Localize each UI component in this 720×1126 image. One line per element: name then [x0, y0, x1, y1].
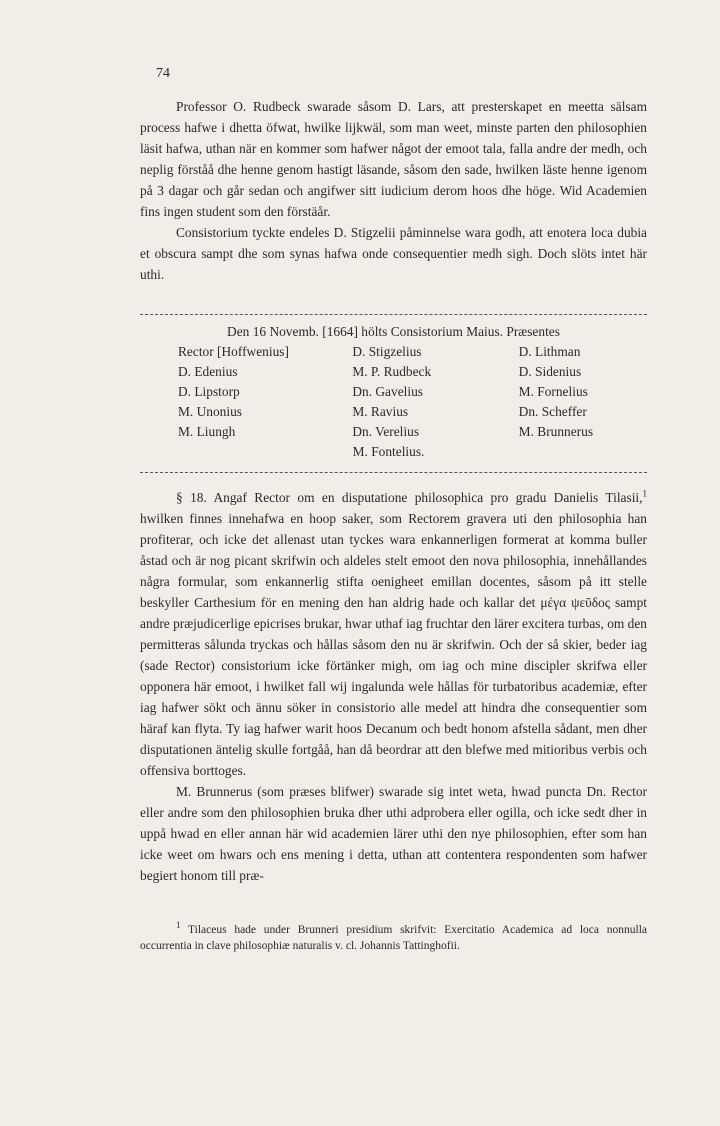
attendee: M. Fornelius [518, 384, 588, 399]
attendee: D. Sidenius [518, 364, 582, 379]
section-divider-top [140, 314, 647, 315]
attendee-last: M. Fontelius. [352, 444, 425, 459]
attendee: M. Ravius [352, 404, 409, 419]
page-number: 74 [156, 66, 170, 81]
paragraph-brunnerus: M. Brunnerus (som præses blifwer) swarade sig intet weta, hwad puncta Dn. Rector eller andre som den philosophien bruka dher uthi adprobera eller ogilla, och icke sedt dher in uppå hwad en eller annan här wid academien lärer uthi den nye philosophien, efter som han icke weet om hwars och ens mening i detta, uthan att contentera respondenten som hafwer begiert honom till præ- [140, 784, 647, 883]
attendee: M. Brunnerus [518, 424, 594, 439]
section-18-start: § 18. Angaf Rector om en disputatione philosophica pro gradu Danielis Tilasii, [176, 490, 643, 505]
attendee: Dn. Scheffer [518, 404, 587, 419]
paragraph-rudbeck: Professor O. Rudbeck swarade såsom D. Lars, att presterskapet en meetta sälsam process hafwe i dhetta öfwat, hwilke lijkwäl, som man weet, minste parten den philosophien läsit hafwa, uthan när en kommer som hafwer något der emoot tala, falla andre der medh, och neplig förståå dhe henne genom hastigt läsande, såsom den sade, hwilken läste henne igenom på 3 dagar och går sedan och angifwer sitt iudicium derom hoos dhe höge. Wid Academien fins ingen student som den förstäår. [140, 99, 647, 219]
top-text-block [140, 96, 647, 285]
section-divider-bottom [140, 472, 647, 473]
footnote-text: Tilaceus hade under Brunneri presidium skrifvit: Exercitatio Academica ad loca nonnulla occurrentia in clave philosophiæ naturalis v. cl. Johannis Tattinghofii. [140, 924, 647, 952]
attendee: D. Edenius [178, 364, 238, 379]
attendee: M. Liungh [178, 424, 236, 439]
attendee: D. Lipstorp [178, 384, 240, 399]
paragraph-section-18 [140, 487, 647, 781]
attendee: Dn. Verelius [352, 424, 420, 439]
meeting-header: Den 16 Novemb. [1664] hölts Consistorium Maius. Præsentes [227, 324, 560, 339]
attendee: D. Stigzelius [352, 344, 422, 359]
attendance-list [140, 322, 647, 462]
attendee-grid [178, 342, 647, 442]
attendee: Dn. Gavelius [352, 384, 423, 399]
main-text-block [140, 487, 647, 886]
paragraph-consistorium: Consistorium tyckte endeles D. Stigzelii påminnelse wara godh, att enotera loca dubia et obscura sampt dhe som synas hafwa onde consequentier medh sigh. Doch slöts intet här uthi. [140, 225, 647, 282]
footnote-number: 1 [176, 920, 181, 931]
attendee: D. Lithman [518, 344, 581, 359]
attendee: Rector [Hoffwenius] [178, 344, 289, 359]
footnote-reference: 1 [642, 488, 647, 499]
attendee: M. Unonius [178, 404, 242, 419]
attendee: M. P. Rudbeck [352, 364, 432, 379]
footnote [140, 922, 647, 954]
section-18-rest: hwilken finnes innehafwa en hoop saker, som Rectorem gravera uti den philosophia han profiterar, och icke det allenast utan tyckes wara enkannerligen formerat at komma buller åstad och är nog picant skrifwin och aldeles stelt emoot den nova philosophia, innehållandes några formular, som enkannerlig stifta oenigheet emillan docentes, såsom på itt stelle beskyller Carthesium för en mening den han aldrig hade och kallar det μέγα ψεῦδος sampt andre præjudicerlige epicrises brukar, hwar uthaf iag fruchtar den lärer excitera turbas, om den permitteras sålunda tryckas och hållas såsom den nu är skrifwin. Och der så skier, beder iag (sade Rector) consistorium icke förtänker migh, om iag och mine discipler skrifwa eller opponera här emoot, i hwilket fall wij ingalunda wele hållas för turbatoribus academiæ, efter iag hafwer sökt och ännu söker in consistorio alle medel att hindra dhe consequentier som häraf kan flyta. Ty iag hafwer warit hoos Decanum och bedt honom afstella sådant, men dher disputationen äntelig skulle fortgåå, han då beordrar att den blefwe med mitioribus verbis och offensiva borttoges. [140, 511, 647, 778]
